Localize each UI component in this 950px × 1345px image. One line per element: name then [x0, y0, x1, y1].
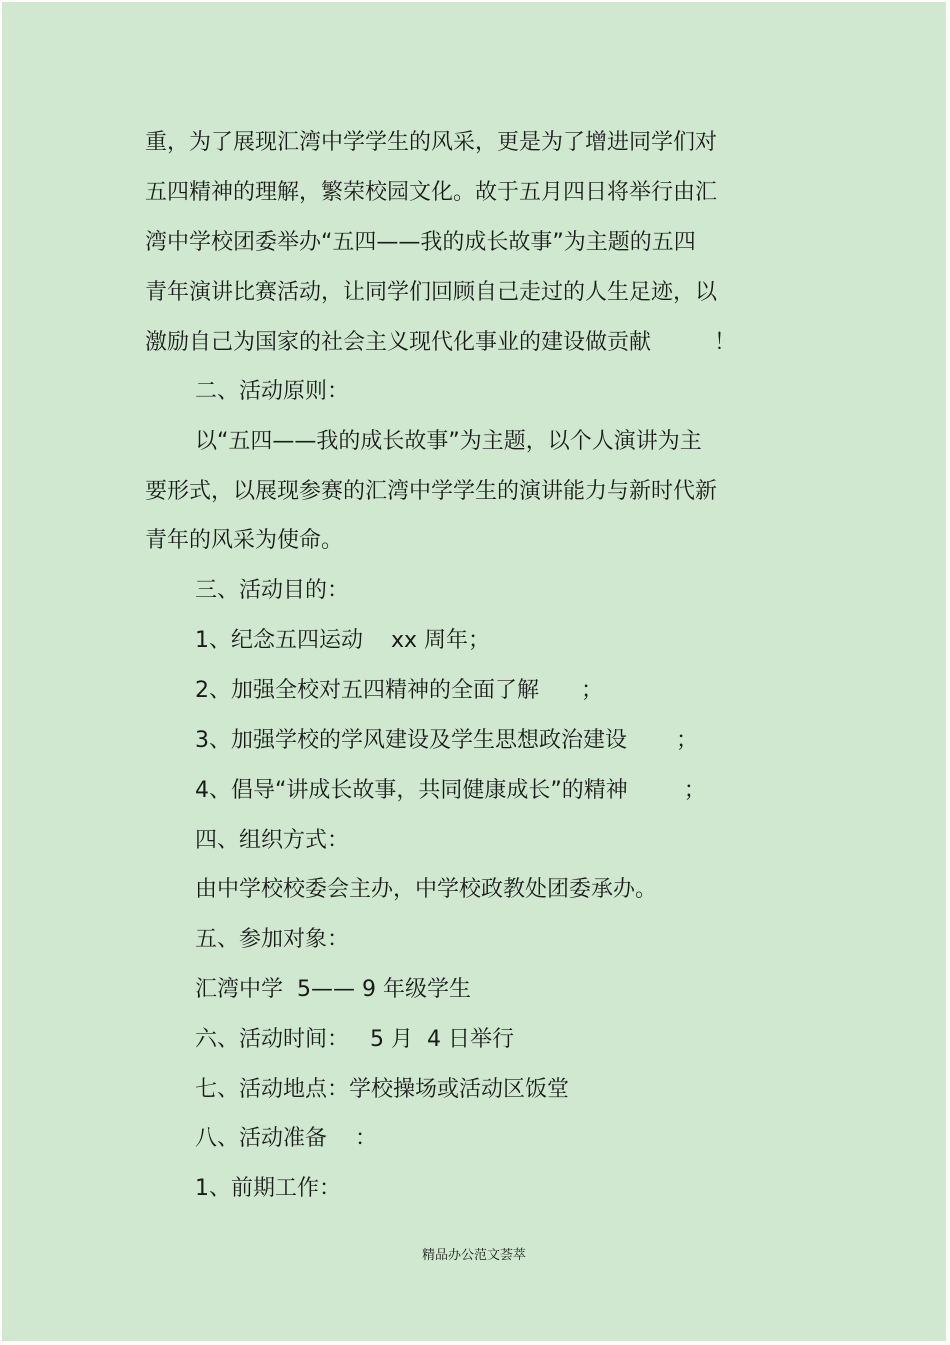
section-heading: 三、活动目的：: [195, 578, 350, 603]
paragraph-line: 要形式，以展现参赛的汇湾中学学生的演讲能力与新时代新: [145, 479, 718, 504]
section-heading: 四、组织方式：: [195, 828, 350, 853]
list-item: 2、加强全校对五四精神的全面了解 ；: [195, 678, 603, 703]
list-item: 1、前期工作：: [195, 1176, 341, 1201]
section-heading: 八、活动准备 ：: [195, 1126, 377, 1151]
paragraph-line: 七、活动地点：学校操场或活动区饭堂: [195, 1077, 570, 1102]
list-item: 3、加强学校的学风建设及学生思想政治建设 ；: [195, 728, 698, 753]
paragraph-line: 重，为了展现汇湾中学学生的风采，更是为了增进同学们对: [145, 130, 718, 155]
list-item: 1、纪念五四运动 xx 周年；: [195, 628, 491, 653]
document-page: [2, 2, 946, 1341]
paragraph-line: 湾中学校团委举办“五四——我的成长故事”为主题的五四: [145, 230, 696, 255]
page-footer: 精品办公范文荟萃: [421, 1248, 526, 1263]
list-item: 4、倡导“讲成长故事，共同健康成长”的精神 ；: [195, 778, 706, 803]
paragraph-line: 由中学校校委会主办，中学校政教处团委承办。: [195, 877, 658, 902]
section-heading: 五、参加对象：: [195, 927, 350, 952]
paragraph-line: 五四精神的理解，繁荣校园文化。故于五月四日将举行由汇: [145, 180, 718, 205]
paragraph-line: 六、活动时间： 5 月 4 日举行: [195, 1027, 514, 1052]
paragraph-line: 激励自己为国家的社会主义现代化事业的建设做贡献 ！: [145, 330, 736, 355]
paragraph-line: 青年演讲比赛活动，让同学们回顾自己走过的人生足迹，以: [145, 280, 718, 305]
paragraph-line: 汇湾中学 5—— 9 年级学生: [195, 977, 471, 1002]
section-heading: 二、活动原则：: [195, 379, 350, 404]
paragraph-line: 青年的风采为使命。: [145, 528, 344, 553]
paragraph-line: 以“五四——我的成长故事”为主题，以个人演讲为主: [195, 429, 702, 454]
